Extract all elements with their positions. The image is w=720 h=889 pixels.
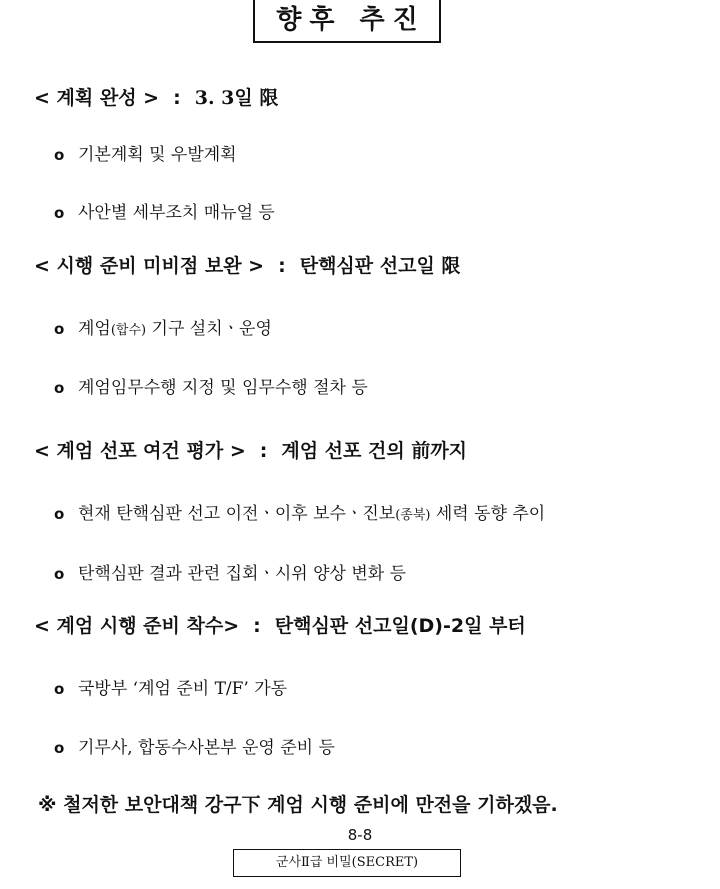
bullet: o xyxy=(54,379,65,397)
section-separator: : xyxy=(259,440,268,462)
section-heading-label: < 계획 완성 > xyxy=(34,87,160,109)
list-item-text: 국방부 ‘계엄 준비 T/F’ 가동 xyxy=(78,679,288,699)
section-heading-label: < 시행 준비 미비점 보완 > xyxy=(34,255,265,277)
section-heading-label: < 계엄 시행 준비 착수> xyxy=(34,615,240,637)
list-item xyxy=(54,503,545,527)
section-heading-preparation-start xyxy=(34,615,526,637)
list-item-text: 기구 설치ㆍ운영 xyxy=(146,319,272,339)
bullet: o xyxy=(54,505,65,523)
section-heading-plan-completion xyxy=(34,87,278,109)
list-item-paren: (종북) xyxy=(395,508,431,523)
list-item xyxy=(54,678,287,700)
bullet: o xyxy=(54,739,65,757)
section-heading-declaration-assessment xyxy=(34,440,467,462)
list-item-text: 기무사, 합동수사본부 운영 준비 등 xyxy=(78,738,335,758)
list-item-text: 계엄임무수행 지정 및 임무수행 절차 등 xyxy=(78,378,368,398)
bullet: o xyxy=(54,680,65,698)
list-item-text: 현재 탄핵심판 선고 이전ㆍ이후 보수ㆍ진보 xyxy=(78,504,396,524)
list-item xyxy=(54,318,272,342)
list-item xyxy=(54,563,406,585)
list-item-paren: (합수) xyxy=(110,323,147,338)
section-deadline: 탄핵심판 선고일(D)-2일 부터 xyxy=(274,615,526,637)
page-title: 향후 추진 xyxy=(276,5,426,35)
closing-note: ※ 철저한 보안대책 강구下 계엄 시행 준비에 만전을 기하겠음. xyxy=(38,794,558,816)
bullet: o xyxy=(54,204,65,222)
section-deadline: 탄핵심판 선고일 限 xyxy=(299,255,461,277)
section-separator: : xyxy=(253,615,261,637)
bullet: o xyxy=(54,320,65,338)
classification-marking: 군사Ⅱ급 비밀(SECRET) xyxy=(233,849,461,877)
section-separator: : xyxy=(278,255,286,277)
section-separator: : xyxy=(173,87,181,109)
section-deadline: 3. 3일 限 xyxy=(194,87,279,109)
list-item xyxy=(54,737,335,759)
bullet: o xyxy=(54,565,65,583)
list-item xyxy=(54,377,368,399)
list-item-text: 탄핵심판 결과 관련 집회ㆍ시위 양상 변화 등 xyxy=(78,564,407,584)
list-item-text: 사안별 세부조치 매뉴얼 등 xyxy=(78,203,275,223)
list-item xyxy=(54,202,275,224)
bullet: o xyxy=(54,146,65,164)
list-item xyxy=(54,144,237,166)
section-heading-label: < 계엄 선포 여건 평가 > xyxy=(34,440,246,462)
list-item-text: 계엄 xyxy=(78,319,111,339)
list-item-text: 기본계획 및 우발계획 xyxy=(78,145,237,165)
page-number: 8-8 xyxy=(347,826,373,844)
list-item-text: 세력 동향 추이 xyxy=(430,504,546,524)
section-deadline: 계엄 선포 건의 前까지 xyxy=(281,440,468,462)
page-title-box xyxy=(253,0,441,43)
section-heading-readiness-gaps xyxy=(34,255,460,277)
